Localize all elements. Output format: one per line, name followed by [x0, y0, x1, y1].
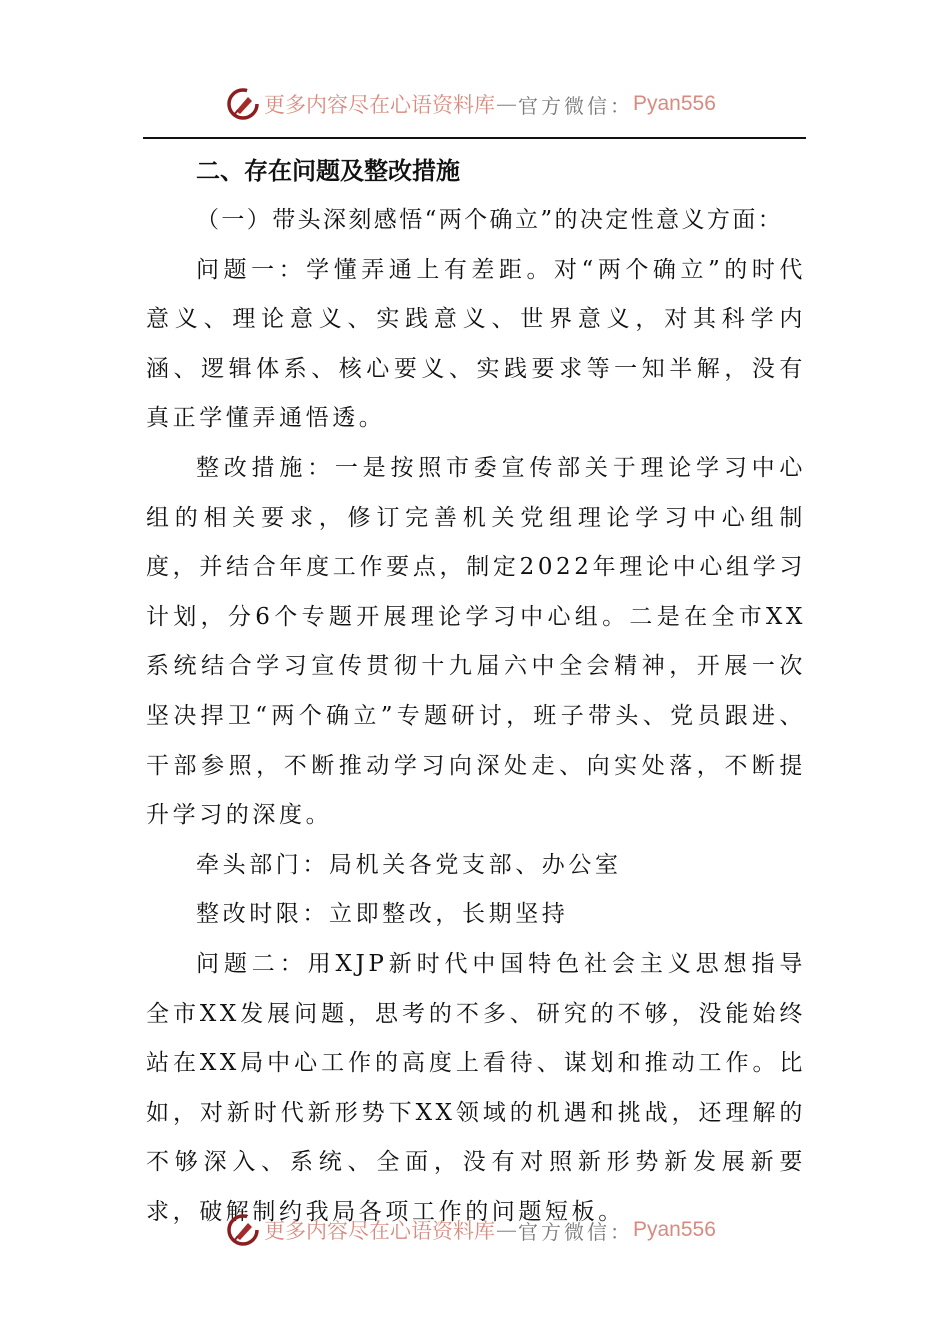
footer-watermark — [226, 1210, 716, 1250]
watermark-label: 官方微信： — [518, 93, 633, 118]
document-body — [146, 146, 806, 1237]
watermark-brand: 更多内容尽在心语资料库 — [264, 1219, 495, 1243]
pen-logo-icon — [226, 1213, 260, 1247]
paragraph-problem-1: 问题一：学懂弄通上有差距。对“两个确立”的时代意义、理论意义、实践意义、世界意义，对其科学内涵、逻辑体系、核心要义、实践要求等一知半解，没有真正学懂弄通悟透。 — [146, 256, 806, 432]
watermark-brand: 更多内容尽在心语资料库 — [264, 93, 495, 117]
watermark-label: 官方微信： — [518, 1219, 633, 1244]
watermark-dash: — — [496, 1218, 517, 1242]
header-divider — [143, 137, 806, 139]
watermark-wechat-id: Pyan556 — [633, 92, 716, 115]
subsection-heading: （一）带头深刻感悟“两个确立”的决定性意义方面： — [196, 207, 784, 233]
watermark-wechat-id: Pyan556 — [633, 1218, 716, 1241]
header-watermark — [226, 84, 716, 124]
paragraph-deadline: 整改时限：立即整改，长期坚持 — [196, 901, 569, 928]
paragraph-problem-2: 问题二：用XJP新时代中国特色社会主义思想指导全市XX发展问题，思考的不多、研究的不够，没能始终站在XX局中心工作的高度上看待、谋划和推动工作。比如，对新时代新形势下XX领域的机遇和挑战，还理解的不够深入、系统、全面，没有对照新形势新发展新要求，破解制约我局各项工作的问题短板。 — [146, 950, 806, 1225]
paragraph-lead-department: 牵头部门：局机关各党支部、办公室 — [196, 851, 622, 878]
watermark-dash: — — [496, 92, 517, 116]
pen-logo-icon — [226, 87, 260, 121]
paragraph-measures: 整改措施：一是按照市委宣传部关于理论学习中心组的相关要求，修订完善机关党组理论学习中心组制度，并结合年度工作要点，制定2022年理论中心组学习计划，分6个专题开展理论学习中心组。二是在全市XX系统结合学习宣传贯彻十九届六中全会精神，开展一次坚决捍卫“两个确立”专题研讨，班子带头、党员跟进、干部参照，不断推动学习向深处走、向实处落，不断提升学习的深度。 — [146, 454, 806, 829]
section-heading: 二、存在问题及整改措施 — [196, 157, 460, 185]
